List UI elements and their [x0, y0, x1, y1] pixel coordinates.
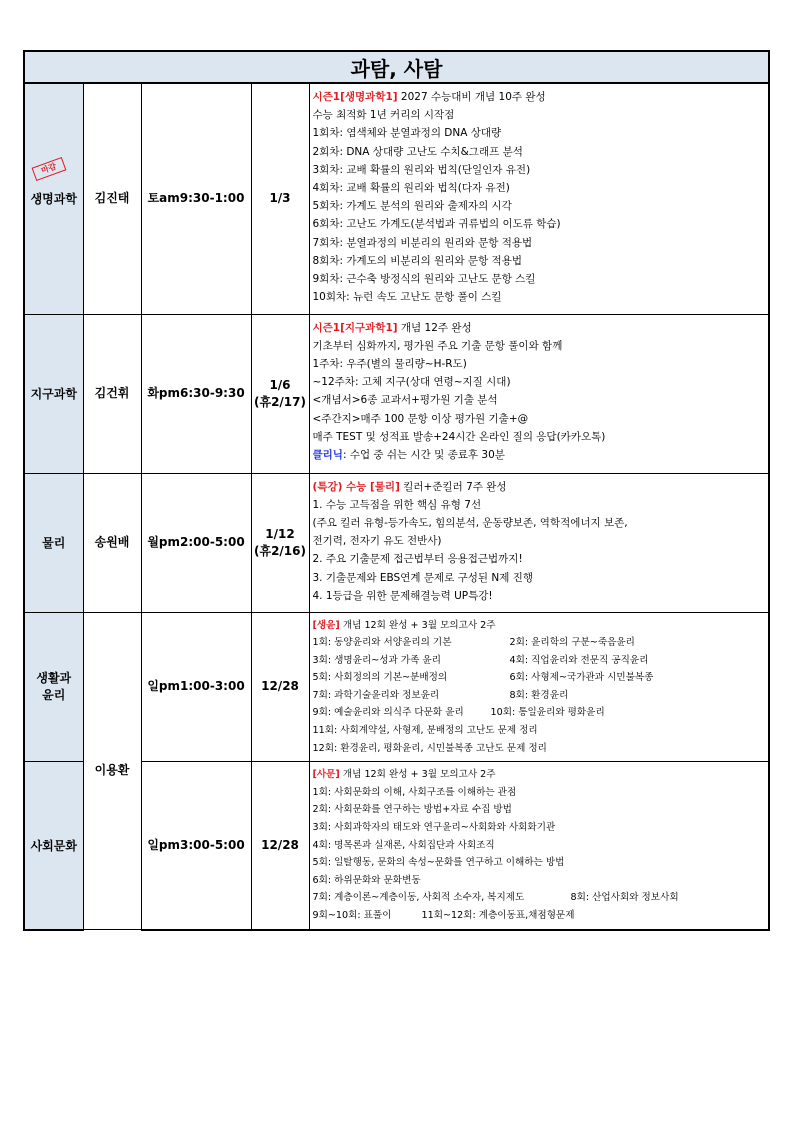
description-line: 3회: 생명윤리~성과 가족 윤리 4회: 직업윤리와 전문직 공직윤리 [312, 654, 649, 666]
time-cell: 일pm3:00-5:00 [141, 762, 251, 930]
course-description [309, 314, 769, 473]
description-line: 1주차: 우주(별의 물리량~H-R도) [312, 357, 467, 370]
description-line: 6회: 하위문화와 문화변동 [312, 874, 421, 886]
start-date-cell: 12/28 [251, 612, 309, 762]
start-date-cell [251, 83, 309, 314]
page-title: 과탐, 사탐 [24, 51, 769, 83]
time-cell: 일pm1:00-3:00 [141, 612, 251, 762]
description-line: 4회: 명목론과 실재론, 사회집단과 사회조직 [312, 839, 495, 851]
description-line: 클리닉: 수업 중 쉬는 시간 및 종료후 30분 [312, 448, 505, 461]
course-description [309, 473, 769, 612]
table-row [24, 473, 769, 612]
description-line: 9회차: 근수축 방정식의 원리와 고난도 문항 스킬 [312, 273, 536, 286]
schedule-table [23, 50, 770, 931]
description-line: 5회: 사회정의의 기본~분배정의 6회: 사형제~국가관과 시민불복종 [312, 672, 654, 684]
clinic-tag: 클리닉 [312, 448, 343, 461]
subject-cell: 사회문화 [24, 762, 83, 930]
start-date-cell: 12/28 [251, 762, 309, 930]
teacher-cell: 김진태 [83, 83, 141, 314]
description-line: 6회차: 고난도 가계도(분석법과 귀류법의 이도류 학습) [312, 218, 561, 231]
description-line: 10회차: 뉴런 속도 고난도 문항 풀이 스킬 [312, 291, 502, 304]
description-line: 7회: 과학기술윤리와 정보윤리 8회: 환경윤리 [312, 689, 569, 701]
description-line: 4. 1등급을 위한 문제해결능력 UP특강! [312, 589, 493, 602]
description-line: 1회: 동양윤리와 서양윤리의 기본 2회: 윤리학의 구분~죽음윤리 [312, 637, 635, 649]
subject-cell [24, 612, 83, 762]
description-line: 2. 주요 기출문제 접근법부터 응용접근법까지! [312, 553, 523, 566]
description-line: 1. 수능 고득점을 위한 핵심 유형 7선 [312, 498, 482, 511]
course-tag: [사문] [312, 769, 340, 781]
start-date: 1/12 [265, 526, 295, 541]
subject-cell: 물리 [24, 473, 83, 612]
description-line: 12회: 환경윤리, 평화윤리, 시민불복종 고난도 문제 정리 [312, 742, 547, 754]
table-row [24, 83, 769, 314]
description-line: 매주 TEST 및 성적표 발송+24시간 온라인 질의 응답(카카오톡) [312, 430, 606, 443]
description-line: <개념서>6종 교과서+평가원 기출 분석 [312, 394, 498, 407]
description-line: <주간지>매주 100 문항 이상 평가원 기출+@ [312, 412, 529, 425]
description-line: 수능 최적화 1년 커리의 시작점 [312, 109, 455, 122]
description-line: 시즌1[지구과학1] 개념 12주 완성 [312, 321, 472, 334]
break-date: (휴2/16) [254, 543, 306, 558]
start-date: 1/3 [269, 191, 291, 206]
break-date: (휴2/17) [254, 394, 306, 409]
course-description [309, 83, 769, 314]
description-line: 2회차: DNA 상대량 고난도 수치&그래프 분석 [312, 145, 523, 158]
teacher-cell: 송원배 [83, 473, 141, 612]
closed-stamp: 마감 [32, 157, 67, 181]
description-line: 9회~10회: 표풀이 11회~12회: 계층이동표,채점형문제 [312, 910, 575, 921]
table-row [24, 612, 769, 762]
course-tag: (특강) 수능 [물리] [312, 480, 400, 493]
description-line: 시즌1[생명과학1] 2027 수능대비 개념 10주 완성 [312, 91, 546, 103]
description-line: 7회: 계층이론~계층이동, 사회적 소수자, 복지제도 8회: 산업사회와 정보사회 [312, 892, 679, 904]
subject-label: 생활과 [36, 670, 72, 685]
subject-cell [24, 83, 83, 314]
description-line: 2회: 사회문화를 연구하는 방법+자료 수집 방법 [312, 804, 512, 816]
subject-label: 생명과학 [30, 192, 77, 207]
subject-label: 윤리 [42, 687, 66, 702]
start-date-cell [251, 314, 309, 473]
time-cell: 월pm2:00-5:00 [141, 473, 251, 612]
description-line: [생윤] 개념 12회 완성 + 3월 모의고사 2주 [312, 619, 496, 631]
course-description [309, 762, 769, 930]
subject-cell: 지구과학 [24, 314, 83, 473]
description-line: 1회차: 염색체와 분열과정의 DNA 상대량 [312, 127, 502, 140]
description-line: 1회: 사회문화의 이해, 사회구조를 이해하는 관점 [312, 786, 517, 798]
description-line: 11회: 사회계약설, 사형제, 분배정의 고난도 문제 정리 [312, 725, 538, 737]
description-line: ~12주차: 고체 지구(상대 연령~지질 시대) [312, 376, 511, 389]
description-line: (주요 킬러 유형-등가속도, 힘의분석, 운동량보존, 역학적에너지 보존, [312, 516, 628, 529]
description-line: [사문] 개념 12회 완성 + 3월 모의고사 2주 [312, 769, 496, 781]
description-line: 기초부터 심화까지, 평가원 주요 기출 문항 풀이와 함께 [312, 339, 563, 352]
description-line: 전기력, 전자기 유도 전반사) [312, 535, 442, 548]
time-cell: 화pm6:30-9:30 [141, 314, 251, 473]
teacher-cell: 이용환 [83, 612, 141, 930]
description-line: 8회차: 가계도의 비분리의 원리와 문항 적용법 [312, 254, 522, 267]
description-line: (특강) 수능 [물리] 킬러+준킬러 7주 완성 [312, 480, 507, 493]
start-date-cell [251, 473, 309, 612]
start-date: 1/6 [269, 377, 291, 392]
description-line: 5회: 일탈행동, 문화의 속성~문화를 연구하고 이해하는 방법 [312, 857, 565, 869]
description-line: 3회차: 교배 확률의 원리와 법칙(단일인자 유전) [312, 163, 531, 176]
description-line: 3. 기출문제와 EBS연계 문제로 구성된 N제 진행 [312, 571, 534, 584]
course-description [309, 612, 769, 762]
course-tag: [생윤] [312, 619, 340, 631]
description-line: 7회차: 분열과정의 비분리의 원리와 문항 적용법 [312, 236, 533, 249]
description-line: 4회차: 교배 확률의 원리와 법칙(다자 유전) [312, 182, 510, 195]
description-line: 9회: 예술윤리와 의식주 다문화 윤리 10회: 통일윤리와 평화윤리 [312, 707, 605, 719]
description-line: 3회: 사회과학자의 태도와 연구윤리~사회화와 사회화기관 [312, 822, 556, 834]
time-cell: 토am9:30-1:00 [141, 83, 251, 314]
teacher-cell: 김건휘 [83, 314, 141, 473]
course-tag: 시즌1[생명과학1] [312, 91, 398, 103]
course-tag: 시즌1[지구과학1] [312, 321, 398, 334]
description-line: 5회차: 가계도 분석의 원리와 출제자의 시각 [312, 200, 512, 213]
table-row [24, 314, 769, 473]
